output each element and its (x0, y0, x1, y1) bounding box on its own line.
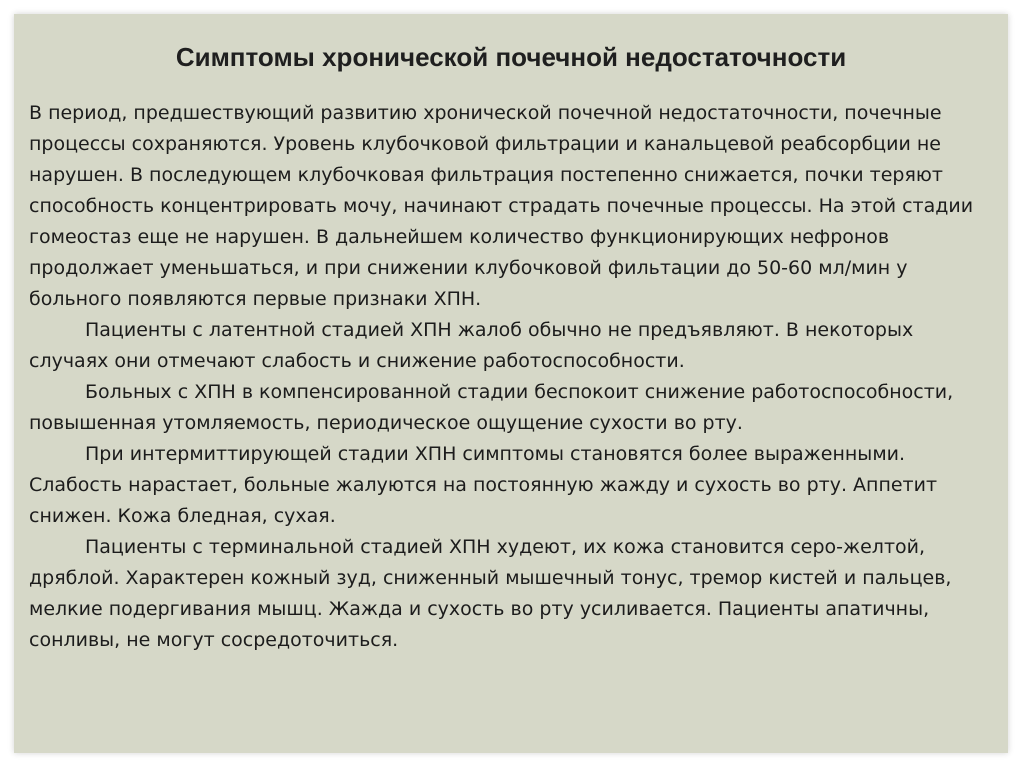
paragraph-intro: В период, предшествующий развитию хронической почечной недостаточности, почечные процессы сохраняются. Уровень клубочковой фильтрации и канальцевой реабсорбции не нарушен. В последующем клубочковая фильтрация постепенно снижается, почки теряют способность концентрировать мочу, начинают страдать почечные процессы. На этой стадии гомеостаз еще не нарушен. В дальнейшем количество функционирующих нефронов продолжает уменьшаться, и при снижении клубочковой фильтации до 50-60 мл/мин у больного появляются первые признаки ХПН. (29, 102, 974, 310)
paragraph-intermittent-stage: При интермиттирующей стадии ХПН симптомы становятся более выраженными. Слабость нарастает, больные жалуются на постоянную жажду и сухость во рту. Аппетит снижен. Кожа бледная, сухая. (29, 443, 938, 527)
paragraph-terminal-stage: Пациенты с терминальной стадией ХПН худеют, их кожа становится серо-желтой, дряблой. Характерен кожный зуд, сниженный мышечный тонус, тремор кистей и пальцев, мелкие подергивания мышц. Жажда и сухость во рту усиливается. Пациенты апатичны, сонливы, не могут сосредоточиться. (29, 536, 952, 651)
paragraph-compensated-stage: Больных с ХПН в компенсированной стадии беспокоит снижение работоспособности, повышенная утомляемость, периодическое ощущение сухости во рту. (29, 381, 954, 434)
slide-title: Симптомы хронической почечной недостаточности (175, 42, 847, 72)
slide-body (29, 98, 995, 656)
slide (14, 14, 1008, 753)
paragraph-latent-stage: Пациенты с латентной стадией ХПН жалоб обычно не предъявляют. В некоторых случаях они отмечают слабость и снижение работоспособности. (29, 319, 914, 372)
